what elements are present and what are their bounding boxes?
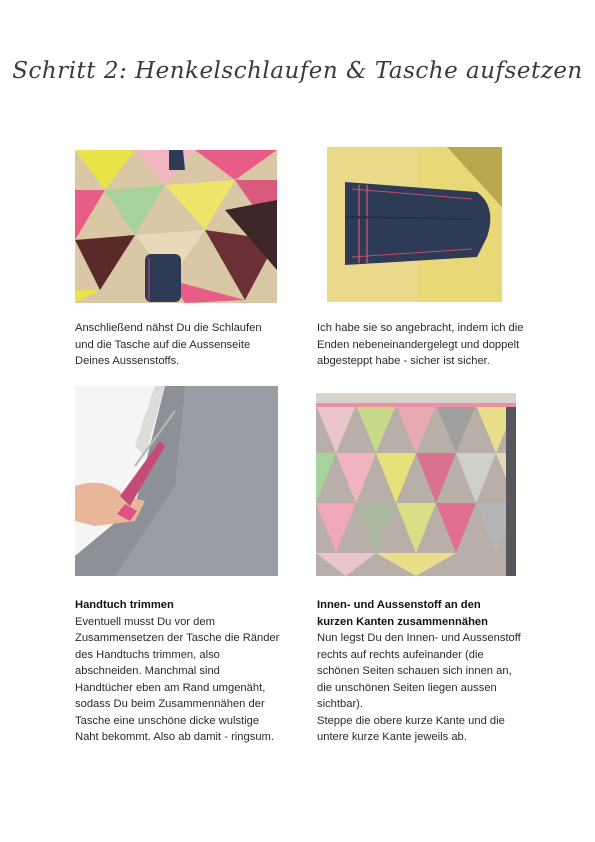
caption-1 (75, 320, 295, 370)
caption-2-text: Ich habe sie so angebracht, indem ich die Enden nebeneinandergelegt und doppelt abgesteppt habe - sicher ist sicher. (317, 322, 524, 367)
caption-2 (317, 320, 557, 370)
caption-3 (75, 597, 300, 746)
photo-fabric-with-loops (75, 150, 277, 303)
caption-1-text: Anschließend nähst Du die Schlaufen und die Tasche auf die Aussenseite Deines Aussenstoffs. (75, 322, 262, 367)
page-title: Schritt 2: Henkelschlaufen & Tasche aufsetzen (12, 58, 583, 84)
caption-3-heading: Handtuch trimmen (75, 599, 174, 611)
caption-3-text: Eventuell musst Du vor dem Zusammensetzen der Tasche die Ränder des Handtuchs trimmen, also abschneiden. Manchmal sind Handtücher eben am Rand umgenäht, sodass Du beim Zusammennähen der Tasche eine unschöne dicke wulstige Naht bekommt. Also ab damit - ringsum. (75, 615, 280, 743)
caption-4 (317, 597, 557, 746)
photo-denim-loop (327, 147, 502, 302)
photo-fabric-stacked (316, 393, 516, 576)
caption-4-text: Nun legst Du den Innen- und Aussenstoff rechts auf rechts aufeinander (die schönen Seiten schauen sich innen an, die unschönen Seiten liegen aussen sichtbar). Steppe die obere kurze Kante und die untere kurze Kante jeweils ab. (317, 632, 521, 743)
caption-4-heading: Innen- und Aussenstoff an den kurzen Kanten zusammennähen (317, 599, 488, 628)
photo-trimming-towel (75, 386, 278, 576)
